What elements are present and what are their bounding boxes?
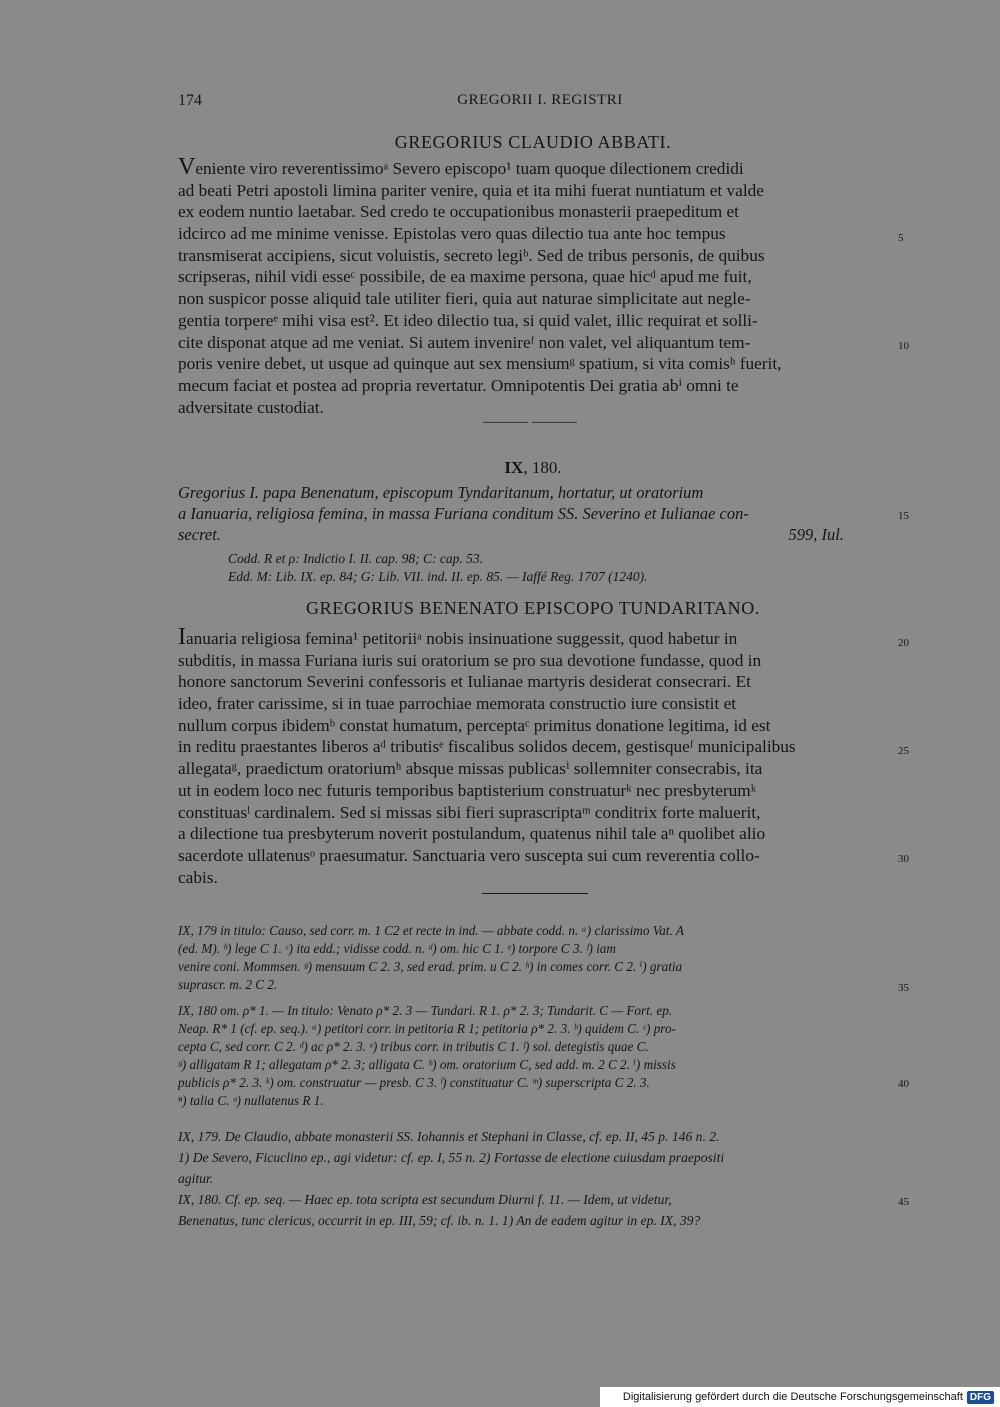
text-line: transmiserat accipiens, sicut voluistis, secreto legiᵇ. Sed de tribus personis, de quibus [178,245,765,265]
text-line: mecum faciat et postea ad propria revertatur. Omnipotentis Dei gratia abⁱ omni te [178,375,739,395]
apparatus-ix-179 [178,922,884,994]
note-line: IX, 180. Cf. ep. seq. — Haec ep. tota scripta est secundum Diurni f. 11. — Idem, ut videtur, [178,1192,672,1207]
commentary-notes [178,1128,884,1233]
note-line: suprascr. m. 2 C 2. [178,977,278,992]
initial-letter: I [178,628,186,650]
margin-line-number: 30 [898,853,909,865]
text-line: cite disponat atque ad me veniat. Si autem invenireᶠ non valet, vel aliquantum tem- [178,332,751,352]
note-line: Benenatus, tunc clericus, occurrit in ep. III, 59; cf. ib. n. 1. 1) An de eadem agitur in ep. IX, 39? [178,1213,701,1228]
margin-line-number: 25 [898,745,909,757]
margin-line-number: 35 [898,982,909,994]
text-line: ad beati Petri apostoli limina pariter venire, quia et ita mihi fuerat nuntiatum et valde [178,180,764,200]
document-number: IX, 180. [504,458,562,477]
text-line: ut in eodem loco nec futuris temporibus baptisterium construaturᵏ nec presbyterumᵏ [178,780,757,800]
letter-heading-claudio: GREGORIUS CLAUDIO ABBATI. [394,132,672,152]
end-rule [482,893,588,894]
text-line: gentia torpereᵉ mihi visa est². Et ideo dilectio tua, si quid valet, illic requirat et solli- [178,310,758,330]
regest [178,482,848,545]
text-line: cabis. [178,867,218,887]
margin-line-number: 45 [898,1196,909,1208]
text-line: constituasˡ cardinalem. Sed si missas sibi fieri suprascriptaᵐ conditrix forte maluerit, [178,802,761,822]
text-line: a dilectione tua presbyterum noverit postulandum, quatenus nihil tale aⁿ quolibet alio [178,824,766,844]
letter-heading-benenato: GREGORIUS BENENATO EPISCOPO TUNDARITANO. [306,598,760,618]
text-line: scripseras, nihil vidi esseᶜ possibile, de ea maxime persona, quae hicᵈ apud me fuit, [178,267,752,287]
running-head: GREGORII I. REGISTRI [457,92,623,108]
note-line: venire coni. Mommsen. ᵍ) mensuum C 2. 3, sed erad. prim. u C 2. ʰ) in comes corr. C 2. ⁱ) gratia [178,959,683,974]
text-line: non suspicor posse aliquid tale utiliter fieri, quia aut naturae simplicitate aut negle- [178,289,751,309]
text-line: subditis, in massa Furiana iuris sui oratorium se pro sua devotione fundasse, quod in [178,650,762,670]
note-line: cepta C, sed corr. C 2. ᵈ) ac ρ* 2. 3. ᵉ) tribus corr. in tributis C 1. ᶠ) sol. detegistis quae C. [178,1039,649,1054]
text-line: ex eodem nuntio laetabar. Sed credo te occupationibus monasterii praepeditum et [178,202,739,222]
margin-line-number: 5 [898,232,904,244]
text-line: poris venire debet, ut usque ad quinque aut sex mensiumᵍ spatium, si vita comisʰ fuerit, [178,354,782,374]
text-line: in reditu praestantes liberos aᵈ tributisᵉ fiscalibus solidos decem, gestisqueᶠ municipalibus [178,737,796,757]
note-line: ⁿ) talia C. ᵒ) nullatenus R 1. [178,1093,324,1108]
regest-line: secret. [178,525,221,544]
margin-line-number: 10 [898,340,909,352]
codices-line: Codd. R et ρ: Indictio I. II. cap. 98; C: cap. 53. [228,551,484,566]
page-number: 174 [178,92,202,109]
apparatus-ix-180 [178,1002,884,1110]
note-line: IX, 180 om. ρ* 1. — In titulo: Venato ρ* 2. 3 — Tundari. R 1. ρ* 2. 3; Tundarit. C — Fort. ep. [178,1003,673,1018]
initial-letter: V [178,158,196,180]
note-line: ᵍ) alligatam R 1; allegatam ρ* 2. 3; alligata C. ʰ) om. oratorium C, sed add. m. 2 C 2. ⁱ) missis [178,1057,676,1072]
dfg-logo-icon: DFG [967,1391,994,1404]
note-line: 1) De Severo, Ficuclino ep., agi videtur: cf. ep. I, 55 n. 2) Fortasse de electione cuiusdam praepositi [178,1150,725,1165]
text-line: sacerdote ullatenusᵒ praesumatur. Sanctuaria vero suscepta sui cum reverentia collo- [178,845,760,865]
note-line: agitur. [178,1171,214,1186]
margin-line-number: 40 [898,1078,909,1090]
manuscript-sigla [228,550,868,586]
text-line: Veniente viro reverentissimoᵃ Severo episcopo¹ tuam quoque dilectionem credidi [178,158,880,180]
note-line: publicis ρ* 2. 3. ᵏ) om. construatur — presb. C 3. ˡ) constituatur C. ᵐ) superscripta C 2. 3. [178,1075,650,1090]
letter-separator: ——— ——— [483,414,577,430]
text-line: honore sanctorum Severini confessoris et Iulianae martyris desiderat consecrari. Et [178,672,751,692]
editions-line: Edd. M: Lib. IX. ep. 84; G: Lib. VII. ind. II. ep. 85. — Iaffé Reg. 1707 (1240). [228,569,648,584]
credit-text: Digitalisierung gefördert durch die Deutsche Forschungsgemeinschaft [622,1391,963,1403]
note-line: (ed. M). ᵇ) lege C 1. ᶜ) ita edd.; vidisse codd. n. ᵈ) om. hic C 1. ᵉ) torpore C 3. ᶠ) iam [178,941,616,956]
note-line: IX, 179. De Claudio, abbate monasterii SS. Iohannis et Stephani in Classe, cf. ep. II, 45 p. 146 n. 2. [178,1129,720,1144]
text-line: adversitate custodiat. [178,397,324,417]
letter-body-claudio [178,158,880,418]
letter-body-benenato [178,628,880,888]
text-line: ideo, frater carissime, si in tuae parrochiae memorata constructio iure consistit et [178,694,737,714]
note-line: Neap. R* 1 (cf. ep. seq.). ᵃ) petitori corr. in petitoria R 1; petitoria ρ* 2. 3. ᵇ) quidem C. ᶜ) pro- [178,1021,676,1036]
text-line: allegataᵍ, praedictum oratoriumʰ absque missas publicasⁱ sollemniter consecrabis, ita [178,759,763,779]
regest-line: a Ianuaria, religiosa femina, in massa Furiana conditum SS. Severino et Iulianae con- [178,504,749,523]
note-line: IX, 179 in titulo: Causo, sed corr. m. 1 C2 et recte in ind. — abbate codd. n. ᵃ) clarissimo Vat. A [178,923,684,938]
margin-line-number: 15 [898,510,909,522]
margin-line-number: 20 [898,637,909,649]
text-line: idcirco ad me minime venisse. Epistolas vero quas dilectio tua ante hoc tempus [178,224,726,244]
digitization-credit [600,1387,1000,1407]
text-line: Ianuaria religiosa femina¹ petitoriiᵃ nobis insinuatione suggessit, quod habetur in [178,628,880,650]
regest-date: 599, Iul. [788,525,844,544]
text-line: nullum corpus ibidemᵇ constat humatum, perceptaᶜ primitus donatione legitima, id est [178,715,771,735]
regest-line: Gregorius I. papa Benenatum, episcopum Tyndaritanum, hortatur, ut oratorium [178,483,704,502]
